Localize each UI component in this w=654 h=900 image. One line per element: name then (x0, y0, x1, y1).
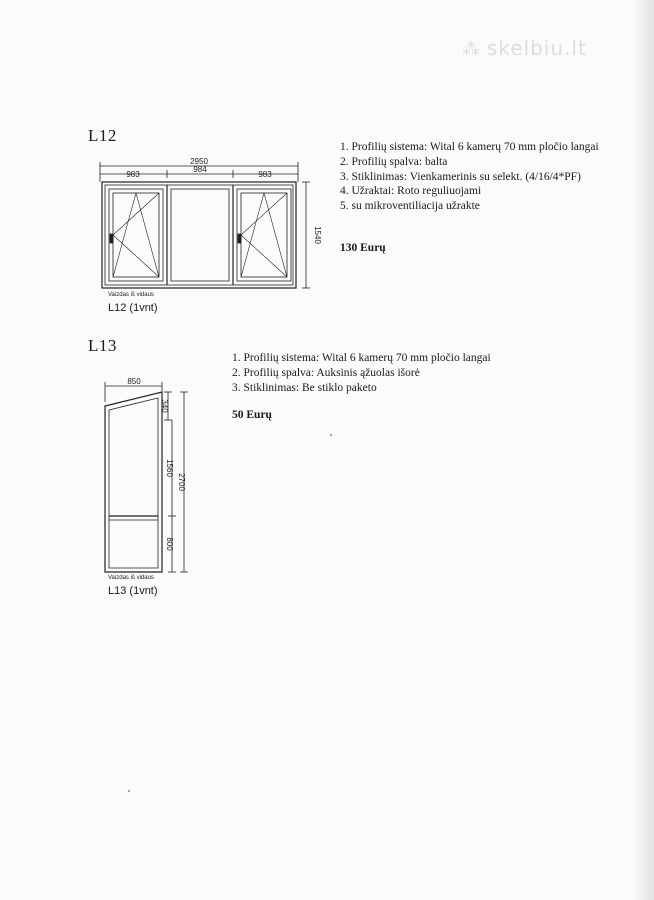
glass-right (241, 193, 287, 277)
opening-mark-side (241, 193, 287, 277)
handle-icon (110, 234, 113, 243)
handle-icon (238, 234, 241, 243)
dim-width: 850 (127, 377, 141, 386)
scan-speck (330, 434, 332, 436)
spec-list-l12 (340, 140, 599, 214)
price-l12: 130 Eurų (340, 242, 386, 254)
spec-list-l13 (232, 351, 491, 395)
outer-frame (102, 182, 296, 288)
window-drawing-l13 (100, 376, 192, 576)
spec-line: 1. Profilių sistema: Wital 6 kamerų 70 mm pločio langai (340, 141, 599, 153)
opening-mark-side (113, 193, 159, 277)
watermark (462, 36, 587, 60)
spec-line: 3. Stiklinimas: Be stiklo paketo (232, 381, 377, 394)
caption-l13: L13 (1vnt) (108, 585, 158, 597)
price-l13: 50 Eurų (232, 409, 272, 421)
glass-left (113, 193, 159, 277)
spec-line: 2. Profilių spalva: Auksinis ąžuolas išorė (232, 366, 420, 379)
inner-frame (105, 185, 293, 285)
view-label-l12: Vaizdas iš vidaus (108, 292, 154, 298)
opening-mark-tilt (241, 193, 287, 277)
spec-line: 2. Profilių spalva: balta (340, 155, 448, 168)
caption-l12: L12 (1vnt) (108, 302, 158, 314)
sash-left (109, 189, 163, 281)
dim-top: 340 (160, 399, 169, 413)
dim-middle: 1560 (165, 459, 174, 477)
dim-total-width: 2950 (190, 157, 208, 166)
spec-line: 3. Stiklinimas: Vienkamerinis su selekt. (4/16/4*PF) (340, 170, 581, 183)
dim-total: 2700 (177, 473, 186, 491)
outer-frame (105, 392, 162, 572)
opening-mark-tilt (113, 193, 159, 277)
dim-left-width: 983 (126, 170, 140, 179)
dim-height: 1540 (313, 226, 322, 244)
watermark-text: skelbiu.lt (487, 36, 587, 60)
spec-line: 1. Profilių sistema: Wital 6 kamerų 70 mm pločio langai (232, 352, 491, 364)
item-code-l13: L13 (88, 336, 117, 355)
item-code-l12: L12 (88, 126, 117, 145)
spec-line: 5. su mikroventiliacija užrakte (340, 200, 480, 213)
view-label-l13: Vaizdas iš vidaus (108, 575, 154, 581)
inner-frame (109, 398, 158, 568)
dim-middle-width: 984 (193, 165, 207, 174)
dim-right-width: 983 (258, 170, 272, 179)
spec-line: 4. Užraktai: Roto reguliuojami (340, 185, 482, 198)
sash-right (237, 189, 291, 281)
fixed-pane (171, 189, 229, 281)
watermark-logo-icon: ⁂ (462, 39, 481, 60)
window-drawing-l12 (96, 156, 322, 294)
scan-edge-shadow (632, 0, 654, 900)
dim-bottom: 800 (165, 537, 174, 551)
scan-speck (128, 790, 130, 792)
